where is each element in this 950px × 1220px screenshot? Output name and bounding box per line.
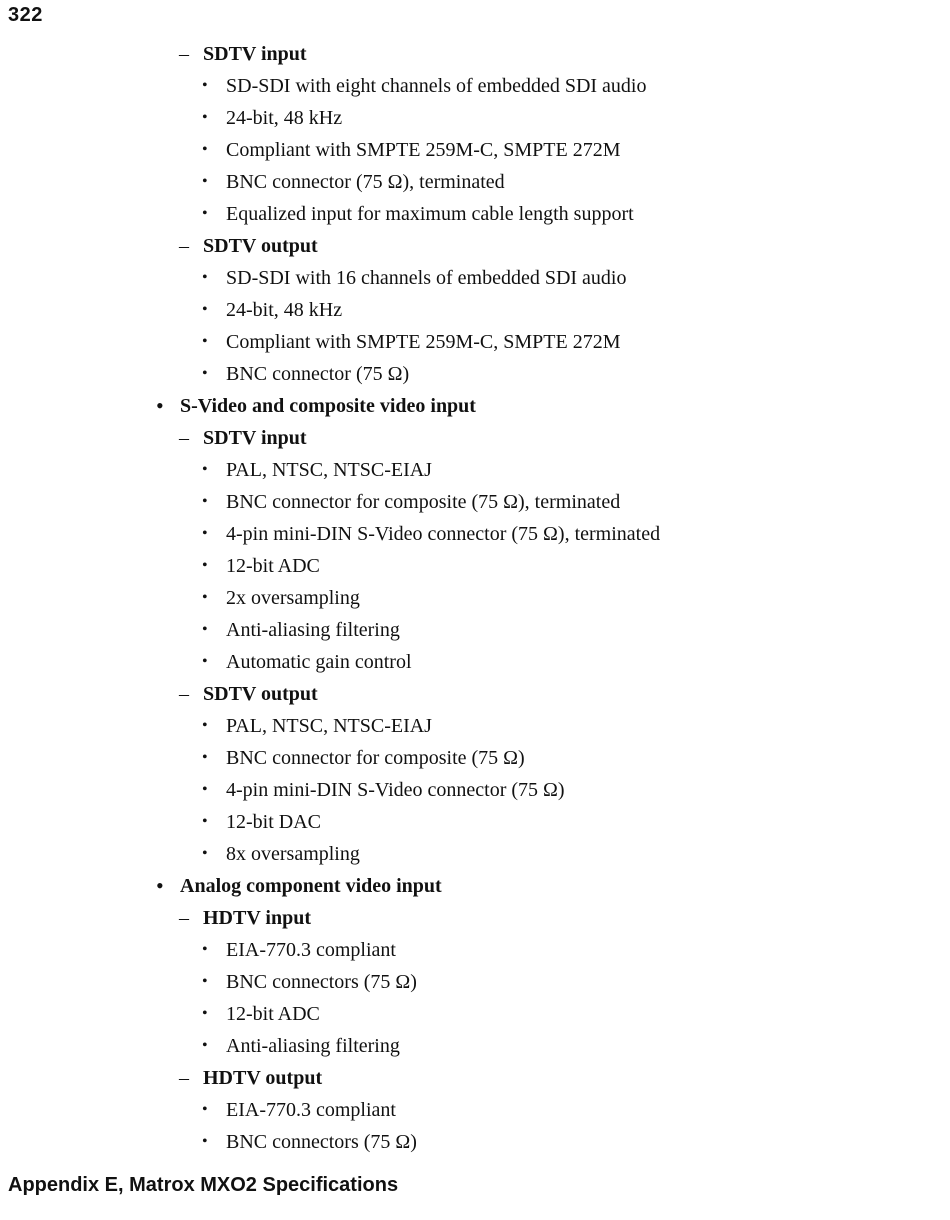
list-item-text: Anti-aliasing filtering <box>226 619 400 641</box>
dash-marker: – <box>179 683 189 705</box>
bullet-marker: • <box>202 493 208 510</box>
list-item <box>0 742 950 774</box>
subheading-row <box>0 1062 950 1094</box>
list-item <box>0 838 950 870</box>
subheading-row <box>0 38 950 70</box>
list-item-text: 12-bit ADC <box>226 555 320 577</box>
bullet-marker: • <box>202 1101 208 1118</box>
dash-marker: – <box>179 427 189 449</box>
list-item-text: BNC connector for composite (75 Ω) <box>226 747 525 769</box>
list-item-text: PAL, NTSC, NTSC-EIAJ <box>226 715 432 737</box>
bullet-marker: • <box>202 973 208 990</box>
subheading-row <box>0 902 950 934</box>
bullet-marker: • <box>202 461 208 478</box>
bullet-marker: • <box>202 333 208 350</box>
bullet-marker: • <box>202 941 208 958</box>
list-item <box>0 614 950 646</box>
list-item-text: BNC connectors (75 Ω) <box>226 1131 417 1153</box>
list-item-text: SD-SDI with 16 channels of embedded SDI audio <box>226 267 627 289</box>
bullet-marker: • <box>202 205 208 222</box>
list-item-text: Anti-aliasing filtering <box>226 1035 400 1057</box>
list-item-text: 4-pin mini-DIN S-Video connector (75 Ω) <box>226 779 565 801</box>
bullet-marker: • <box>202 269 208 286</box>
list-item-text: EIA-770.3 compliant <box>226 939 396 961</box>
list-item <box>0 774 950 806</box>
bullet-marker: • <box>202 525 208 542</box>
list-item <box>0 710 950 742</box>
bullet-marker: • <box>202 749 208 766</box>
bullet-marker: • <box>202 301 208 318</box>
dash-marker: – <box>179 1067 189 1089</box>
list-item <box>0 294 950 326</box>
list-item-text: 12-bit ADC <box>226 1003 320 1025</box>
bullet-marker: • <box>156 393 164 418</box>
bullet-marker: • <box>202 173 208 190</box>
list-item <box>0 262 950 294</box>
bullet-marker: • <box>202 77 208 94</box>
section-heading-analog: Analog component video input <box>180 875 442 897</box>
subheading-sv-output: SDTV output <box>203 683 318 705</box>
section-heading-svideo: S-Video and composite video input <box>180 395 476 417</box>
bullet-marker: • <box>202 1005 208 1022</box>
list-item <box>0 1094 950 1126</box>
list-item-text: 24-bit, 48 kHz <box>226 107 343 129</box>
list-item <box>0 454 950 486</box>
subheading-row <box>0 230 950 262</box>
list-item <box>0 998 950 1030</box>
list-item-text: Equalized input for maximum cable length support <box>226 203 634 225</box>
subheading-hd-input: HDTV input <box>203 907 312 929</box>
subheading-sdi-input: SDTV input <box>203 43 307 65</box>
bullet-marker: • <box>202 1037 208 1054</box>
subheading-hd-output: HDTV output <box>203 1067 323 1089</box>
list-item <box>0 326 950 358</box>
list-item <box>0 1030 950 1062</box>
list-item-text: 8x oversampling <box>226 843 360 865</box>
bullet-marker: • <box>202 589 208 606</box>
list-item-text: EIA-770.3 compliant <box>226 1099 396 1121</box>
subheading-sv-input: SDTV input <box>203 427 307 449</box>
bullet-marker: • <box>202 557 208 574</box>
list-item-text: Compliant with SMPTE 259M-C, SMPTE 272M <box>226 139 621 161</box>
spec-list <box>0 38 950 1158</box>
subheading-row <box>0 678 950 710</box>
bullet-marker: • <box>202 109 208 126</box>
list-item <box>0 102 950 134</box>
list-item <box>0 358 950 390</box>
list-item-text: Compliant with SMPTE 259M-C, SMPTE 272M <box>226 331 621 353</box>
bullet-marker: • <box>202 365 208 382</box>
list-item <box>0 582 950 614</box>
list-item <box>0 198 950 230</box>
bullet-marker: • <box>202 781 208 798</box>
list-item <box>0 806 950 838</box>
section-heading-row <box>0 870 950 902</box>
list-item-text: BNC connector (75 Ω), terminated <box>226 171 505 193</box>
page-number: 322 <box>8 4 43 26</box>
subheading-sdi-output: SDTV output <box>203 235 318 257</box>
dash-marker: – <box>179 907 189 929</box>
bullet-marker: • <box>202 621 208 638</box>
list-item-text: 12-bit DAC <box>226 811 321 833</box>
list-item-text: BNC connectors (75 Ω) <box>226 971 417 993</box>
list-item-text: 2x oversampling <box>226 587 360 609</box>
list-item <box>0 518 950 550</box>
list-item <box>0 646 950 678</box>
dash-marker: – <box>179 235 189 257</box>
list-item <box>0 166 950 198</box>
footer-title: Appendix E, Matrox MXO2 Specifications <box>8 1174 399 1196</box>
bullet-marker: • <box>202 717 208 734</box>
bullet-marker: • <box>202 1133 208 1150</box>
dash-marker: – <box>179 43 189 65</box>
subheading-row <box>0 422 950 454</box>
bullet-marker: • <box>202 653 208 670</box>
list-item <box>0 934 950 966</box>
list-item <box>0 550 950 582</box>
bullet-marker: • <box>202 141 208 158</box>
list-item-text: PAL, NTSC, NTSC-EIAJ <box>226 459 432 481</box>
list-item <box>0 966 950 998</box>
bullet-marker: • <box>202 813 208 830</box>
list-item <box>0 134 950 166</box>
bullet-marker: • <box>202 845 208 862</box>
list-item-text: 4-pin mini-DIN S-Video connector (75 Ω), terminated <box>226 523 661 545</box>
list-item-text: 24-bit, 48 kHz <box>226 299 343 321</box>
list-item <box>0 1126 950 1158</box>
section-heading-row <box>0 390 950 422</box>
list-item-text: BNC connector (75 Ω) <box>226 363 410 385</box>
list-item <box>0 486 950 518</box>
bullet-marker: • <box>156 873 164 898</box>
list-item <box>0 70 950 102</box>
list-item-text: SD-SDI with eight channels of embedded SDI audio <box>226 75 647 97</box>
list-item-text: Automatic gain control <box>226 651 412 673</box>
list-item-text: BNC connector for composite (75 Ω), terminated <box>226 491 621 513</box>
